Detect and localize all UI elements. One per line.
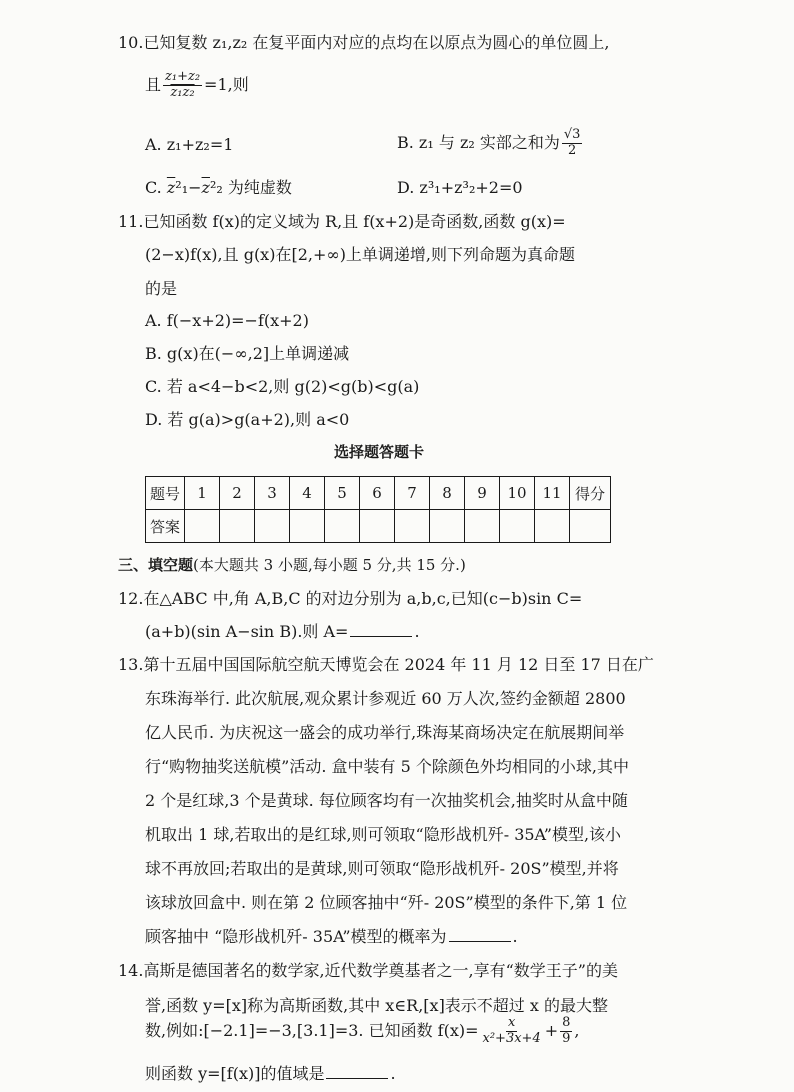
q11-stem-line3: 的是 [145, 279, 178, 298]
q10-suffix: =1,则 [204, 74, 249, 94]
q11-stem-line2: (2−x)f(x),且 g(x)在[2,+∞)上单调递增,则下列命题为真命题 [145, 245, 576, 264]
q13-stem-line1: 13.第十五届中国国际航空航天博览会在 2024 年 11 月 12 日至 17 日在广 [118, 655, 654, 674]
answer-cell[interactable] [290, 510, 325, 543]
answer-card-answer-label: 答案 [146, 510, 185, 543]
q14-plus: + [544, 1020, 559, 1040]
section3-title: 三、填空题 [118, 556, 194, 574]
q12-stem-line1: 12.在△ABC 中,角 A,B,C 的对边分别为 a,b,c,已知(c−b)sin C= [118, 589, 583, 608]
q10-option-b [397, 128, 584, 159]
answer-cell[interactable] [325, 510, 360, 543]
answer-card-header-row [146, 477, 611, 510]
q13-stem-end: . [512, 927, 518, 946]
answer-card-answer-row [146, 510, 611, 543]
q10-fraction [163, 70, 202, 101]
q11-option-d: D. 若 g(a)>g(a+2),则 a<0 [145, 410, 350, 429]
answer-card-title: 选择题答题卡 [334, 443, 425, 461]
answer-card-number: 6 [360, 477, 395, 510]
q10-option-c-label: C. [145, 178, 162, 197]
q12-stem-end: . [414, 622, 420, 641]
q14-stem-comma: , [574, 1020, 580, 1040]
section3-heading [118, 556, 466, 574]
q10-frac-num: z₁+z₂ [165, 69, 201, 84]
q11-option-b: B. g(x)在(−∞,2]上单调递减 [145, 344, 350, 363]
q10-option-b-text: B. z₁ 与 z₂ 实部之和为 [397, 132, 560, 152]
answer-card-number: 7 [395, 477, 430, 510]
q11-option-c: C. 若 a<4−b<2,则 g(2)<g(b)<g(a) [145, 377, 420, 396]
q13-stem-line4: 行“购物抽奖送航模”活动. 盒中装有 5 个除颜色外均相同的小球,其中 [145, 757, 629, 776]
answer-card-number: 8 [430, 477, 465, 510]
score-cell[interactable] [570, 510, 611, 543]
answer-card-number: 5 [325, 477, 360, 510]
q10-option-a: A. z₁+z₂=1 [145, 135, 234, 154]
answer-card-number: 2 [220, 477, 255, 510]
answer-cell[interactable] [360, 510, 395, 543]
answer-cell[interactable] [395, 510, 430, 543]
q10-prefix: 且 [145, 74, 162, 94]
answer-cell[interactable] [430, 510, 465, 543]
q14-fraction-2 [560, 1016, 572, 1047]
answer-cell[interactable] [255, 510, 290, 543]
answer-card-number: 4 [290, 477, 325, 510]
q14-answer-blank[interactable] [326, 1066, 388, 1079]
q10-option-c-suffix: ²₂ 为纯虚数 [209, 178, 292, 197]
q10-option-c [145, 178, 292, 197]
answer-cell[interactable] [535, 510, 570, 543]
q14-stem-text-end: 则函数 y=[f(x)]的值域是 [145, 1064, 325, 1083]
q10-option-c-zbar1: $\overline{z}$ [166, 178, 176, 197]
q10-stem-line2 [145, 70, 249, 101]
answer-card-table [145, 476, 611, 543]
answer-cell[interactable] [220, 510, 255, 543]
q14-stem-line2: 誉,函数 y=[x]称为高斯函数,其中 x∈R,[x]表示不超过 x 的最大整 [145, 996, 609, 1015]
q13-stem-text: 顾客抽中 “隐形战机歼- 35A”模型的概率为 [145, 927, 447, 946]
q14-frac2-den: 9 [562, 1030, 571, 1046]
q12-answer-blank[interactable] [350, 624, 412, 637]
section3-note: (本大题共 3 小题,每小题 5 分,共 15 分.) [193, 556, 466, 574]
q11-option-a: A. f(−x+2)=−f(x+2) [145, 311, 309, 330]
answer-cell[interactable] [465, 510, 500, 543]
q13-stem-line2: 东珠海举行. 此次航展,观众累计参观近 60 万人次,签约金额超 2800 [145, 689, 626, 708]
q11-stem-line1: 11.已知函数 f(x)的定义域为 R,且 f(x+2)是奇函数,函数 g(x)= [118, 212, 566, 231]
answer-card-number: 9 [465, 477, 500, 510]
q10-frac-den: z₁z₂ [170, 84, 195, 100]
q10-stem-line1: 10.已知复数 z₁,z₂ 在复平面内对应的点均在以原点为圆心的单位圆上, [118, 33, 610, 52]
answer-cell[interactable] [185, 510, 220, 543]
q13-stem-line5: 2 个是红球,3 个是黄球. 每位顾客均有一次抽奖机会,抽奖时从盒中随 [145, 791, 628, 810]
q12-stem-line2 [145, 622, 420, 641]
q14-frac1-num: x [507, 1015, 516, 1030]
answer-card-number: 3 [255, 477, 290, 510]
q13-stem-line7: 球不再放回;若取出的是黄球,则可领取“隐形战机歼- 20S”模型,并将 [145, 859, 619, 878]
answer-card-header-label: 题号 [146, 477, 185, 510]
q14-stem-period: . [390, 1064, 396, 1083]
q13-stem-line6: 机取出 1 球,若取出的是红球,则可领取“隐形战机歼- 35A”模型,该小 [145, 825, 622, 844]
q13-answer-blank[interactable] [449, 929, 511, 942]
q14-frac2-num: 8 [562, 1015, 571, 1030]
q14-stem-line3 [145, 1016, 580, 1047]
answer-card-number: 11 [535, 477, 570, 510]
q10-option-b-fraction [562, 128, 583, 159]
q14-frac1-den: x²+3x+4 [482, 1030, 541, 1046]
answer-card-number: 10 [500, 477, 535, 510]
q13-stem-line9 [145, 927, 518, 946]
q13-stem-line3: 亿人民币. 为庆祝这一盛会的成功举行,珠海某商场决定在航展期间举 [145, 723, 625, 742]
q10-option-b-num: √3 [563, 127, 581, 142]
answer-card-score-label: 得分 [570, 477, 611, 510]
q14-fraction-1 [481, 1016, 543, 1047]
q14-stem-line1: 14.高斯是德国著名的数学家,近代数学奠基者之一,享有“数学王子”的美 [118, 961, 618, 980]
q12-stem-text: (a+b)(sin A−sin B).则 A= [145, 622, 349, 641]
q13-stem-line8: 该球放回盒中. 则在第 2 位顾客抽中“歼- 20S”模型的条件下,第 1 位 [145, 893, 628, 912]
q10-option-c-mid: ²₁− [175, 178, 202, 197]
answer-card-number: 1 [185, 477, 220, 510]
q14-stem-text: 数,例如:[−2.1]=−3,[3.1]=3. 已知函数 f(x)= [145, 1020, 479, 1040]
q10-option-b-den: 2 [568, 142, 577, 158]
q10-option-c-zbar2: $\overline{z}$ [201, 178, 210, 197]
q10-option-d: D. z³₁+z³₂+2=0 [397, 178, 523, 197]
answer-cell[interactable] [500, 510, 535, 543]
q14-stem-line4 [145, 1064, 396, 1083]
